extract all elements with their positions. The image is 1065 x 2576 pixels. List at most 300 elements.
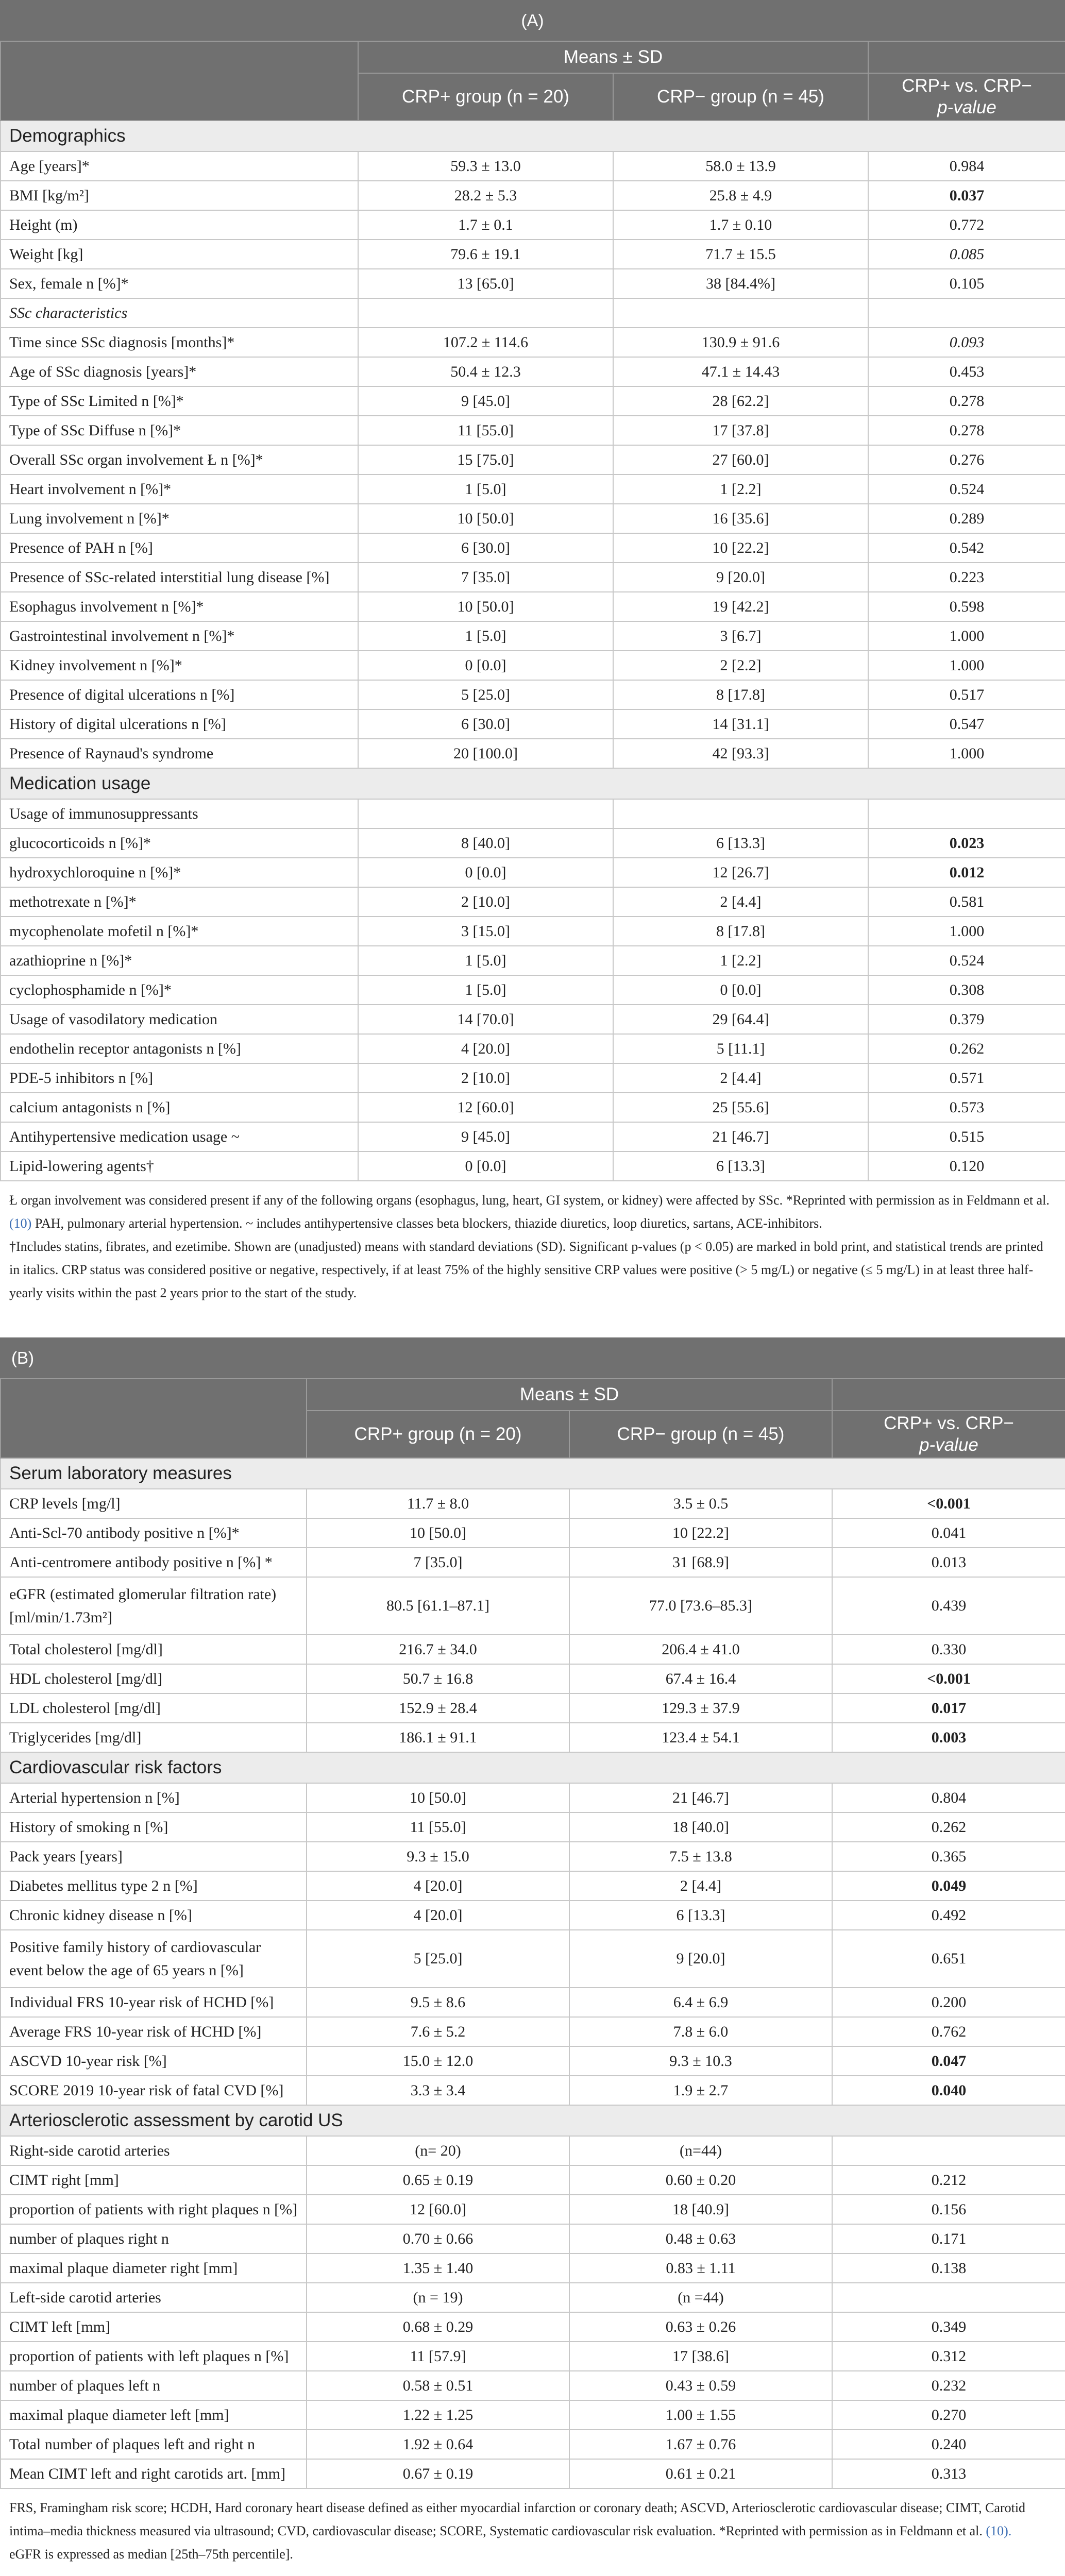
row-label: Presence of SSc-related interstitial lung disease [%] xyxy=(1,563,358,592)
row-label: ASCVD 10-year risk [%] xyxy=(1,2046,307,2076)
p-value: 1.000 xyxy=(868,621,1065,651)
crp-neg-value: 7.8 ± 6.0 xyxy=(569,2017,832,2046)
p-value: 0.223 xyxy=(868,563,1065,592)
table-row xyxy=(1,1005,1065,1034)
p-value: 0.262 xyxy=(868,1034,1065,1063)
p-value: 0.349 xyxy=(832,2312,1065,2342)
p-value: 0.085 xyxy=(868,240,1065,269)
table-row xyxy=(1,2165,1065,2195)
crp-neg-value: 28 [62.2] xyxy=(613,386,868,416)
crp-pos-value: 20 [100.0] xyxy=(358,739,613,768)
row-label: Diabetes mellitus type 2 n [%] xyxy=(1,1871,307,1901)
crp-pos-value: 4 [20.0] xyxy=(307,1871,569,1901)
row-label: maximal plaque diameter left [mm] xyxy=(1,2400,307,2430)
section-header xyxy=(1,1458,1065,1489)
crp-pos-value: 9.3 ± 15.0 xyxy=(307,1842,569,1871)
crp-neg-value: 1 [2.2] xyxy=(613,474,868,504)
crp-neg-value: 0 [0.0] xyxy=(613,975,868,1005)
p-value: 0.270 xyxy=(832,2400,1065,2430)
table-row xyxy=(1,887,1065,917)
crp-pos-value: 9 [45.0] xyxy=(358,1122,613,1151)
p-value: 0.439 xyxy=(832,1577,1065,1635)
section-label: Medication usage xyxy=(1,768,1065,799)
crp-pos-value: 1 [5.0] xyxy=(358,474,613,504)
table-row xyxy=(1,1812,1065,1842)
row-label: maximal plaque diameter right [mm] xyxy=(1,2253,307,2283)
table-row xyxy=(1,799,1065,828)
crp-pos-value: 216.7 ± 34.0 xyxy=(307,1635,569,1664)
crp-pos-value: 0 [0.0] xyxy=(358,651,613,680)
row-label: Positive family history of cardiovascular event below the age of 65 years n [%] xyxy=(1,1930,307,1988)
table-row xyxy=(1,592,1065,621)
crp-neg-value: 58.0 ± 13.9 xyxy=(613,151,868,181)
crp-pos-value: 0.70 ± 0.66 xyxy=(307,2224,569,2253)
p-value: 0.200 xyxy=(832,1988,1065,2017)
table-row xyxy=(1,1723,1065,1752)
row-label: Individual FRS 10-year risk of HCHD [%] xyxy=(1,1988,307,2017)
row-label: Presence of digital ulcerations n [%] xyxy=(1,680,358,709)
crp-neg-value xyxy=(613,799,868,828)
crp-neg-value: 47.1 ± 14.43 xyxy=(613,357,868,386)
table-b-grid xyxy=(0,1378,1065,2489)
crp-pos-value: 107.2 ± 114.6 xyxy=(358,328,613,357)
p-value: 0.278 xyxy=(868,386,1065,416)
crp-neg-value: (n =44) xyxy=(569,2283,832,2312)
blank-header xyxy=(868,41,1065,73)
row-label: Total number of plaques left and right n xyxy=(1,2430,307,2459)
table-row xyxy=(1,1664,1065,1693)
table-row xyxy=(1,2224,1065,2253)
crp-pos-value: 1.7 ± 0.1 xyxy=(358,210,613,240)
row-label: Esophagus involvement n [%]* xyxy=(1,592,358,621)
p-value: 0.093 xyxy=(868,328,1065,357)
crp-neg-value: 6 [13.3] xyxy=(569,1901,832,1930)
table-row xyxy=(1,563,1065,592)
crp-neg-value: 6 [13.3] xyxy=(613,1151,868,1181)
p-value: 0.003 xyxy=(832,1723,1065,1752)
section-header xyxy=(1,121,1065,151)
crp-pos-value: 0.67 ± 0.19 xyxy=(307,2459,569,2488)
crp-neg-value: 31 [68.9] xyxy=(569,1548,832,1577)
corner-cell xyxy=(1,41,358,121)
table-b-footnote: FRS, Framingham risk score; HCDH, Hard coronary heart disease defined as either myocardial infarction or coronary death; ASCVD, Arteriosclerotic cardiovascular disease; CIMT, Carotid intima–media thickness measured via ultrasound; CVD, cardiovascular disease; SCORE, Systematic cardiovascular risk evaluation. *Reprinted with permission as in Feldmann et al. (10). eGFR is expressed as median [25th–75th percentile]. xyxy=(9,2500,1026,2562)
crp-pos-value: 11 [57.9] xyxy=(307,2342,569,2371)
p-value: 0.017 xyxy=(832,1693,1065,1723)
table-b xyxy=(0,1337,1065,2575)
p-value: 0.313 xyxy=(832,2459,1065,2488)
crp-pos-value: 2 [10.0] xyxy=(358,1063,613,1093)
row-label: HDL cholesterol [mg/dl] xyxy=(1,1664,307,1693)
table-row xyxy=(1,2283,1065,2312)
row-label: Overall SSc organ involvement Ł n [%]* xyxy=(1,445,358,474)
p-value: 0.542 xyxy=(868,533,1065,563)
p-value: 0.524 xyxy=(868,946,1065,975)
table-row xyxy=(1,917,1065,946)
table-row xyxy=(1,2459,1065,2488)
p-value: <0.001 xyxy=(832,1489,1065,1518)
table-row xyxy=(1,2253,1065,2283)
p-value: 1.000 xyxy=(868,739,1065,768)
row-label: Height (m) xyxy=(1,210,358,240)
crp-pos-value: 14 [70.0] xyxy=(358,1005,613,1034)
crp-neg-value: 6 [13.3] xyxy=(613,828,868,858)
crp-pos-value xyxy=(358,799,613,828)
table-a-footnote: Ł organ involvement was considered present if any of the following organs (esophagus, lung, heart, GI system, or kidney) were affected by SSc. *Reprinted with permission as in Feldmann et al. (10) PAH, pulmonary arterial hypertension. ~ includes antihypertensive classes beta blockers, thiazide diuretics, loop diuretics, sartans, ACE-inhibitors. †Includes statins, fibrates, and ezetimibe. Shown are (unadjusted) means with standard deviations (SD). Significant p-values (p < 0.05) are marked in bold print, and statistical trends are printed in italics. CRP status was considered positive or negative, respectively, if at least 75% of the highly sensitive CRP values were positive (> 5 mg/L) or negative (≤ 5 mg/L) in at least three half-yearly visits within the past 2 years prior to the start of the study. xyxy=(9,1193,1050,1300)
crp-neg-value: 0.83 ± 1.11 xyxy=(569,2253,832,2283)
crp-pos-value: 1 [5.0] xyxy=(358,946,613,975)
crp-neg-value: 42 [93.3] xyxy=(613,739,868,768)
crp-pos-value: 6 [30.0] xyxy=(358,709,613,739)
crp-neg-value: 5 [11.1] xyxy=(613,1034,868,1063)
crp-neg-value: 1.7 ± 0.10 xyxy=(613,210,868,240)
crp-pos-value: 12 [60.0] xyxy=(358,1093,613,1122)
table-row xyxy=(1,1063,1065,1093)
crp-neg-value: 19 [42.2] xyxy=(613,592,868,621)
crp-pos-value: 10 [50.0] xyxy=(358,592,613,621)
crp-neg-value: 2 [4.4] xyxy=(613,887,868,917)
p-value: 0.023 xyxy=(868,828,1065,858)
crp-neg-value: 129.3 ± 37.9 xyxy=(569,1693,832,1723)
p-value: 0.515 xyxy=(868,1122,1065,1151)
table-row xyxy=(1,2342,1065,2371)
p-value: 0.524 xyxy=(868,474,1065,504)
crp-neg-value: 0.61 ± 0.21 xyxy=(569,2459,832,2488)
section-label: Demographics xyxy=(1,121,1065,151)
row-label: History of smoking n [%] xyxy=(1,1812,307,1842)
crp-pos-value: 0.68 ± 0.29 xyxy=(307,2312,569,2342)
row-label: Lung involvement n [%]* xyxy=(1,504,358,533)
row-label: Pack years [years] xyxy=(1,1842,307,1871)
crp-pos-value: 9.5 ± 8.6 xyxy=(307,1988,569,2017)
p-value: 1.000 xyxy=(868,917,1065,946)
table-row xyxy=(1,2017,1065,2046)
p-value: 0.598 xyxy=(868,592,1065,621)
crp-pos-value: 5 [25.0] xyxy=(358,680,613,709)
row-label: Average FRS 10-year risk of HCHD [%] xyxy=(1,2017,307,2046)
table-row xyxy=(1,269,1065,298)
crp-pos-value xyxy=(358,298,613,328)
p-value: 0.804 xyxy=(832,1783,1065,1812)
crp-pos-value: (n = 19) xyxy=(307,2283,569,2312)
crp-neg-value: 16 [35.6] xyxy=(613,504,868,533)
table-row xyxy=(1,1901,1065,1930)
p-value: 0.037 xyxy=(868,181,1065,210)
p-value: 0.156 xyxy=(832,2195,1065,2224)
blank-header xyxy=(832,1379,1065,1411)
table-row xyxy=(1,151,1065,181)
p-value: 0.651 xyxy=(832,1930,1065,1988)
row-label: Presence of PAH n [%] xyxy=(1,533,358,563)
row-label: Usage of immunosuppressants xyxy=(1,799,358,828)
crp-neg-value: 8 [17.8] xyxy=(613,917,868,946)
p-value: 0.581 xyxy=(868,887,1065,917)
crp-neg-value: 12 [26.7] xyxy=(613,858,868,887)
row-label: CIMT right [mm] xyxy=(1,2165,307,2195)
row-label: Heart involvement n [%]* xyxy=(1,474,358,504)
row-label: mycophenolate mofetil n [%]* xyxy=(1,917,358,946)
crp-pos-value: 9 [45.0] xyxy=(358,386,613,416)
table-row xyxy=(1,1988,1065,2017)
p-value: 0.171 xyxy=(832,2224,1065,2253)
row-label: calcium antagonists n [%] xyxy=(1,1093,358,1122)
crp-neg-value: 9.3 ± 10.3 xyxy=(569,2046,832,2076)
p-value: 0.492 xyxy=(832,1901,1065,1930)
crp-pos-value: 4 [20.0] xyxy=(307,1901,569,1930)
table-row xyxy=(1,2400,1065,2430)
panel-title-a: (A) xyxy=(0,0,1065,41)
table-row xyxy=(1,1518,1065,1548)
row-label: SCORE 2019 10-year risk of fatal CVD [%] xyxy=(1,2076,307,2105)
row-label: Kidney involvement n [%]* xyxy=(1,651,358,680)
p-value: 0.276 xyxy=(868,445,1065,474)
row-label: Presence of Raynaud's syndrome xyxy=(1,739,358,768)
crp-neg-value: 1.67 ± 0.76 xyxy=(569,2430,832,2459)
row-label: CIMT left [mm] xyxy=(1,2312,307,2342)
crp-neg-value: 10 [22.2] xyxy=(613,533,868,563)
table-row xyxy=(1,2046,1065,2076)
table-row xyxy=(1,2371,1065,2400)
table-row xyxy=(1,1930,1065,1988)
p-value: <0.001 xyxy=(832,1664,1065,1693)
crp-neg-value: 21 [46.7] xyxy=(613,1122,868,1151)
row-label: number of plaques right n xyxy=(1,2224,307,2253)
p-value: 0.330 xyxy=(832,1635,1065,1664)
p-value: 0.547 xyxy=(868,709,1065,739)
row-label: Gastrointestinal involvement n [%]* xyxy=(1,621,358,651)
crp-neg-value: 0.48 ± 0.63 xyxy=(569,2224,832,2253)
row-label: Anti-centromere antibody positive n [%] * xyxy=(1,1548,307,1577)
crp-neg-value: 1 [2.2] xyxy=(613,946,868,975)
crp-pos-value: 79.6 ± 19.1 xyxy=(358,240,613,269)
row-label: Triglycerides [mg/dl] xyxy=(1,1723,307,1752)
table-row xyxy=(1,1871,1065,1901)
crp-neg-value: 1.9 ± 2.7 xyxy=(569,2076,832,2105)
p-value: 0.049 xyxy=(832,1871,1065,1901)
table-row xyxy=(1,298,1065,328)
row-label: Anti-Scl-70 antibody positive n [%]* xyxy=(1,1518,307,1548)
p-value: 0.379 xyxy=(868,1005,1065,1034)
col-p-value: CRP+ vs. CRP− p-value xyxy=(868,73,1065,121)
row-label: PDE-5 inhibitors n [%] xyxy=(1,1063,358,1093)
crp-pos-value: 0 [0.0] xyxy=(358,1151,613,1181)
p-value: 0.120 xyxy=(868,1151,1065,1181)
row-label: glucocorticoids n [%]* xyxy=(1,828,358,858)
p-value: 0.365 xyxy=(832,1842,1065,1871)
crp-pos-value: 4 [20.0] xyxy=(358,1034,613,1063)
table-row xyxy=(1,1783,1065,1812)
table-row xyxy=(1,2076,1065,2105)
crp-pos-value: 12 [60.0] xyxy=(307,2195,569,2224)
table-a-body xyxy=(1,121,1065,1181)
row-label: Age of SSc diagnosis [years]* xyxy=(1,357,358,386)
table-row xyxy=(1,210,1065,240)
crp-pos-value: 28.2 ± 5.3 xyxy=(358,181,613,210)
crp-pos-value: 59.3 ± 13.0 xyxy=(358,151,613,181)
crp-pos-value: (n= 20) xyxy=(307,2136,569,2165)
crp-pos-value: 0.65 ± 0.19 xyxy=(307,2165,569,2195)
row-label: Type of SSc Diffuse n [%]* xyxy=(1,416,358,445)
crp-neg-value: 18 [40.9] xyxy=(569,2195,832,2224)
crp-neg-value xyxy=(613,298,868,328)
row-label: hydroxychloroquine n [%]* xyxy=(1,858,358,887)
crp-pos-value: 1.35 ± 1.40 xyxy=(307,2253,569,2283)
means-header: Means ± SD xyxy=(307,1379,832,1411)
table-row xyxy=(1,445,1065,474)
crp-pos-value: 2 [10.0] xyxy=(358,887,613,917)
crp-pos-value: 1 [5.0] xyxy=(358,975,613,1005)
row-label: Total cholesterol [mg/dl] xyxy=(1,1635,307,1664)
row-label: Weight [kg] xyxy=(1,240,358,269)
row-label: CRP levels [mg/l] xyxy=(1,1489,307,1518)
crp-pos-value: 11 [55.0] xyxy=(358,416,613,445)
crp-pos-value: 7 [35.0] xyxy=(307,1548,569,1577)
crp-neg-value: 21 [46.7] xyxy=(569,1783,832,1812)
table-row xyxy=(1,975,1065,1005)
table-row xyxy=(1,1034,1065,1063)
crp-pos-value: 1.22 ± 1.25 xyxy=(307,2400,569,2430)
p-value xyxy=(868,298,1065,328)
crp-neg-value: 17 [37.8] xyxy=(613,416,868,445)
table-row xyxy=(1,1548,1065,1577)
row-label: eGFR (estimated glomerular filtration rate) [ml/min/1.73m²] xyxy=(1,1577,307,1635)
p-value: 0.212 xyxy=(832,2165,1065,2195)
panel-title-b: (B) xyxy=(0,1337,1065,1378)
crp-neg-value: 25 [55.6] xyxy=(613,1093,868,1122)
table-row xyxy=(1,328,1065,357)
row-label: Right-side carotid arteries xyxy=(1,2136,307,2165)
p-value: 0.040 xyxy=(832,2076,1065,2105)
crp-pos-value: 186.1 ± 91.1 xyxy=(307,1723,569,1752)
p-value: 0.013 xyxy=(832,1548,1065,1577)
crp-pos-value: 15 [75.0] xyxy=(358,445,613,474)
col-crp-neg: CRP− group (n = 45) xyxy=(613,73,868,121)
crp-pos-value: 8 [40.0] xyxy=(358,828,613,858)
p-value: 0.262 xyxy=(832,1812,1065,1842)
col-crp-pos: CRP+ group (n = 20) xyxy=(307,1411,569,1458)
col-crp-pos: CRP+ group (n = 20) xyxy=(358,73,613,121)
p-value: 0.047 xyxy=(832,2046,1065,2076)
p-value: 0.984 xyxy=(868,151,1065,181)
crp-pos-value: 7 [35.0] xyxy=(358,563,613,592)
crp-neg-value: 1.00 ± 1.55 xyxy=(569,2400,832,2430)
table-row xyxy=(1,739,1065,768)
row-label: Arterial hypertension n [%] xyxy=(1,1783,307,1812)
crp-neg-value: 3 [6.7] xyxy=(613,621,868,651)
p-value: 0.571 xyxy=(868,1063,1065,1093)
table-row xyxy=(1,386,1065,416)
row-label: proportion of patients with right plaques n [%] xyxy=(1,2195,307,2224)
crp-pos-value: 50.7 ± 16.8 xyxy=(307,1664,569,1693)
col-p-value: CRP+ vs. CRP− p-value xyxy=(832,1411,1065,1458)
crp-neg-value: 2 [4.4] xyxy=(613,1063,868,1093)
table-row xyxy=(1,621,1065,651)
crp-pos-value: 15.0 ± 12.0 xyxy=(307,2046,569,2076)
row-label: Age [years]* xyxy=(1,151,358,181)
p-value: 0.278 xyxy=(868,416,1065,445)
row-label: Lipid-lowering agents† xyxy=(1,1151,358,1181)
crp-pos-value: 3 [15.0] xyxy=(358,917,613,946)
table-a-grid xyxy=(0,41,1065,1181)
crp-pos-value: 1 [5.0] xyxy=(358,621,613,651)
crp-neg-value: 14 [31.1] xyxy=(613,709,868,739)
corner-cell xyxy=(1,1379,307,1458)
table-row xyxy=(1,1093,1065,1122)
row-label: History of digital ulcerations n [%] xyxy=(1,709,358,739)
crp-neg-value: (n=44) xyxy=(569,2136,832,2165)
section-header xyxy=(1,1752,1065,1783)
table-row xyxy=(1,2312,1065,2342)
row-label: proportion of patients with left plaques n [%] xyxy=(1,2342,307,2371)
crp-pos-value: 10 [50.0] xyxy=(307,1783,569,1812)
crp-pos-value: 0.58 ± 0.51 xyxy=(307,2371,569,2400)
section-label: Cardiovascular risk factors xyxy=(1,1752,1065,1783)
row-label: number of plaques left n xyxy=(1,2371,307,2400)
p-value: 0.041 xyxy=(832,1518,1065,1548)
crp-neg-value: 25.8 ± 4.9 xyxy=(613,181,868,210)
p-value: 0.308 xyxy=(868,975,1065,1005)
row-label: Chronic kidney disease n [%] xyxy=(1,1901,307,1930)
col-crp-neg: CRP− group (n = 45) xyxy=(569,1411,832,1458)
table-row xyxy=(1,680,1065,709)
p-value: 0.138 xyxy=(832,2253,1065,2283)
crp-pos-value: 50.4 ± 12.3 xyxy=(358,357,613,386)
crp-neg-value: 0.60 ± 0.20 xyxy=(569,2165,832,2195)
p-value: 0.232 xyxy=(832,2371,1065,2400)
p-value xyxy=(868,799,1065,828)
table-row xyxy=(1,357,1065,386)
crp-pos-value: 7.6 ± 5.2 xyxy=(307,2017,569,2046)
crp-neg-value: 130.9 ± 91.6 xyxy=(613,328,868,357)
crp-neg-value: 17 [38.6] xyxy=(569,2342,832,2371)
table-row xyxy=(1,709,1065,739)
row-label: Usage of vasodilatory medication xyxy=(1,1005,358,1034)
p-value xyxy=(832,2136,1065,2165)
row-label: Type of SSc Limited n [%]* xyxy=(1,386,358,416)
p-value: 0.105 xyxy=(868,269,1065,298)
p-value: 0.289 xyxy=(868,504,1065,533)
p-value: 0.240 xyxy=(832,2430,1065,2459)
row-label: Sex, female n [%]* xyxy=(1,269,358,298)
p-value: 1.000 xyxy=(868,651,1065,680)
crp-neg-value: 3.5 ± 0.5 xyxy=(569,1489,832,1518)
table-row xyxy=(1,1635,1065,1664)
section-header xyxy=(1,2105,1065,2136)
table-row xyxy=(1,2430,1065,2459)
crp-neg-value: 9 [20.0] xyxy=(613,563,868,592)
crp-pos-value: 13 [65.0] xyxy=(358,269,613,298)
table-row xyxy=(1,181,1065,210)
table-row xyxy=(1,1122,1065,1151)
crp-pos-value: 11.7 ± 8.0 xyxy=(307,1489,569,1518)
row-label: Mean CIMT left and right carotids art. [mm] xyxy=(1,2459,307,2488)
crp-neg-value: 8 [17.8] xyxy=(613,680,868,709)
p-value: 0.573 xyxy=(868,1093,1065,1122)
crp-neg-value: 2 [2.2] xyxy=(613,651,868,680)
table-row xyxy=(1,651,1065,680)
table-row xyxy=(1,533,1065,563)
table-row xyxy=(1,946,1065,975)
crp-neg-value: 18 [40.0] xyxy=(569,1812,832,1842)
table-row xyxy=(1,1151,1065,1181)
crp-pos-value: 10 [50.0] xyxy=(307,1518,569,1548)
table-row xyxy=(1,240,1065,269)
crp-neg-value: 7.5 ± 13.8 xyxy=(569,1842,832,1871)
crp-neg-value: 10 [22.2] xyxy=(569,1518,832,1548)
crp-pos-value: 6 [30.0] xyxy=(358,533,613,563)
row-label: LDL cholesterol [mg/dl] xyxy=(1,1693,307,1723)
table-row xyxy=(1,504,1065,533)
crp-neg-value: 27 [60.0] xyxy=(613,445,868,474)
